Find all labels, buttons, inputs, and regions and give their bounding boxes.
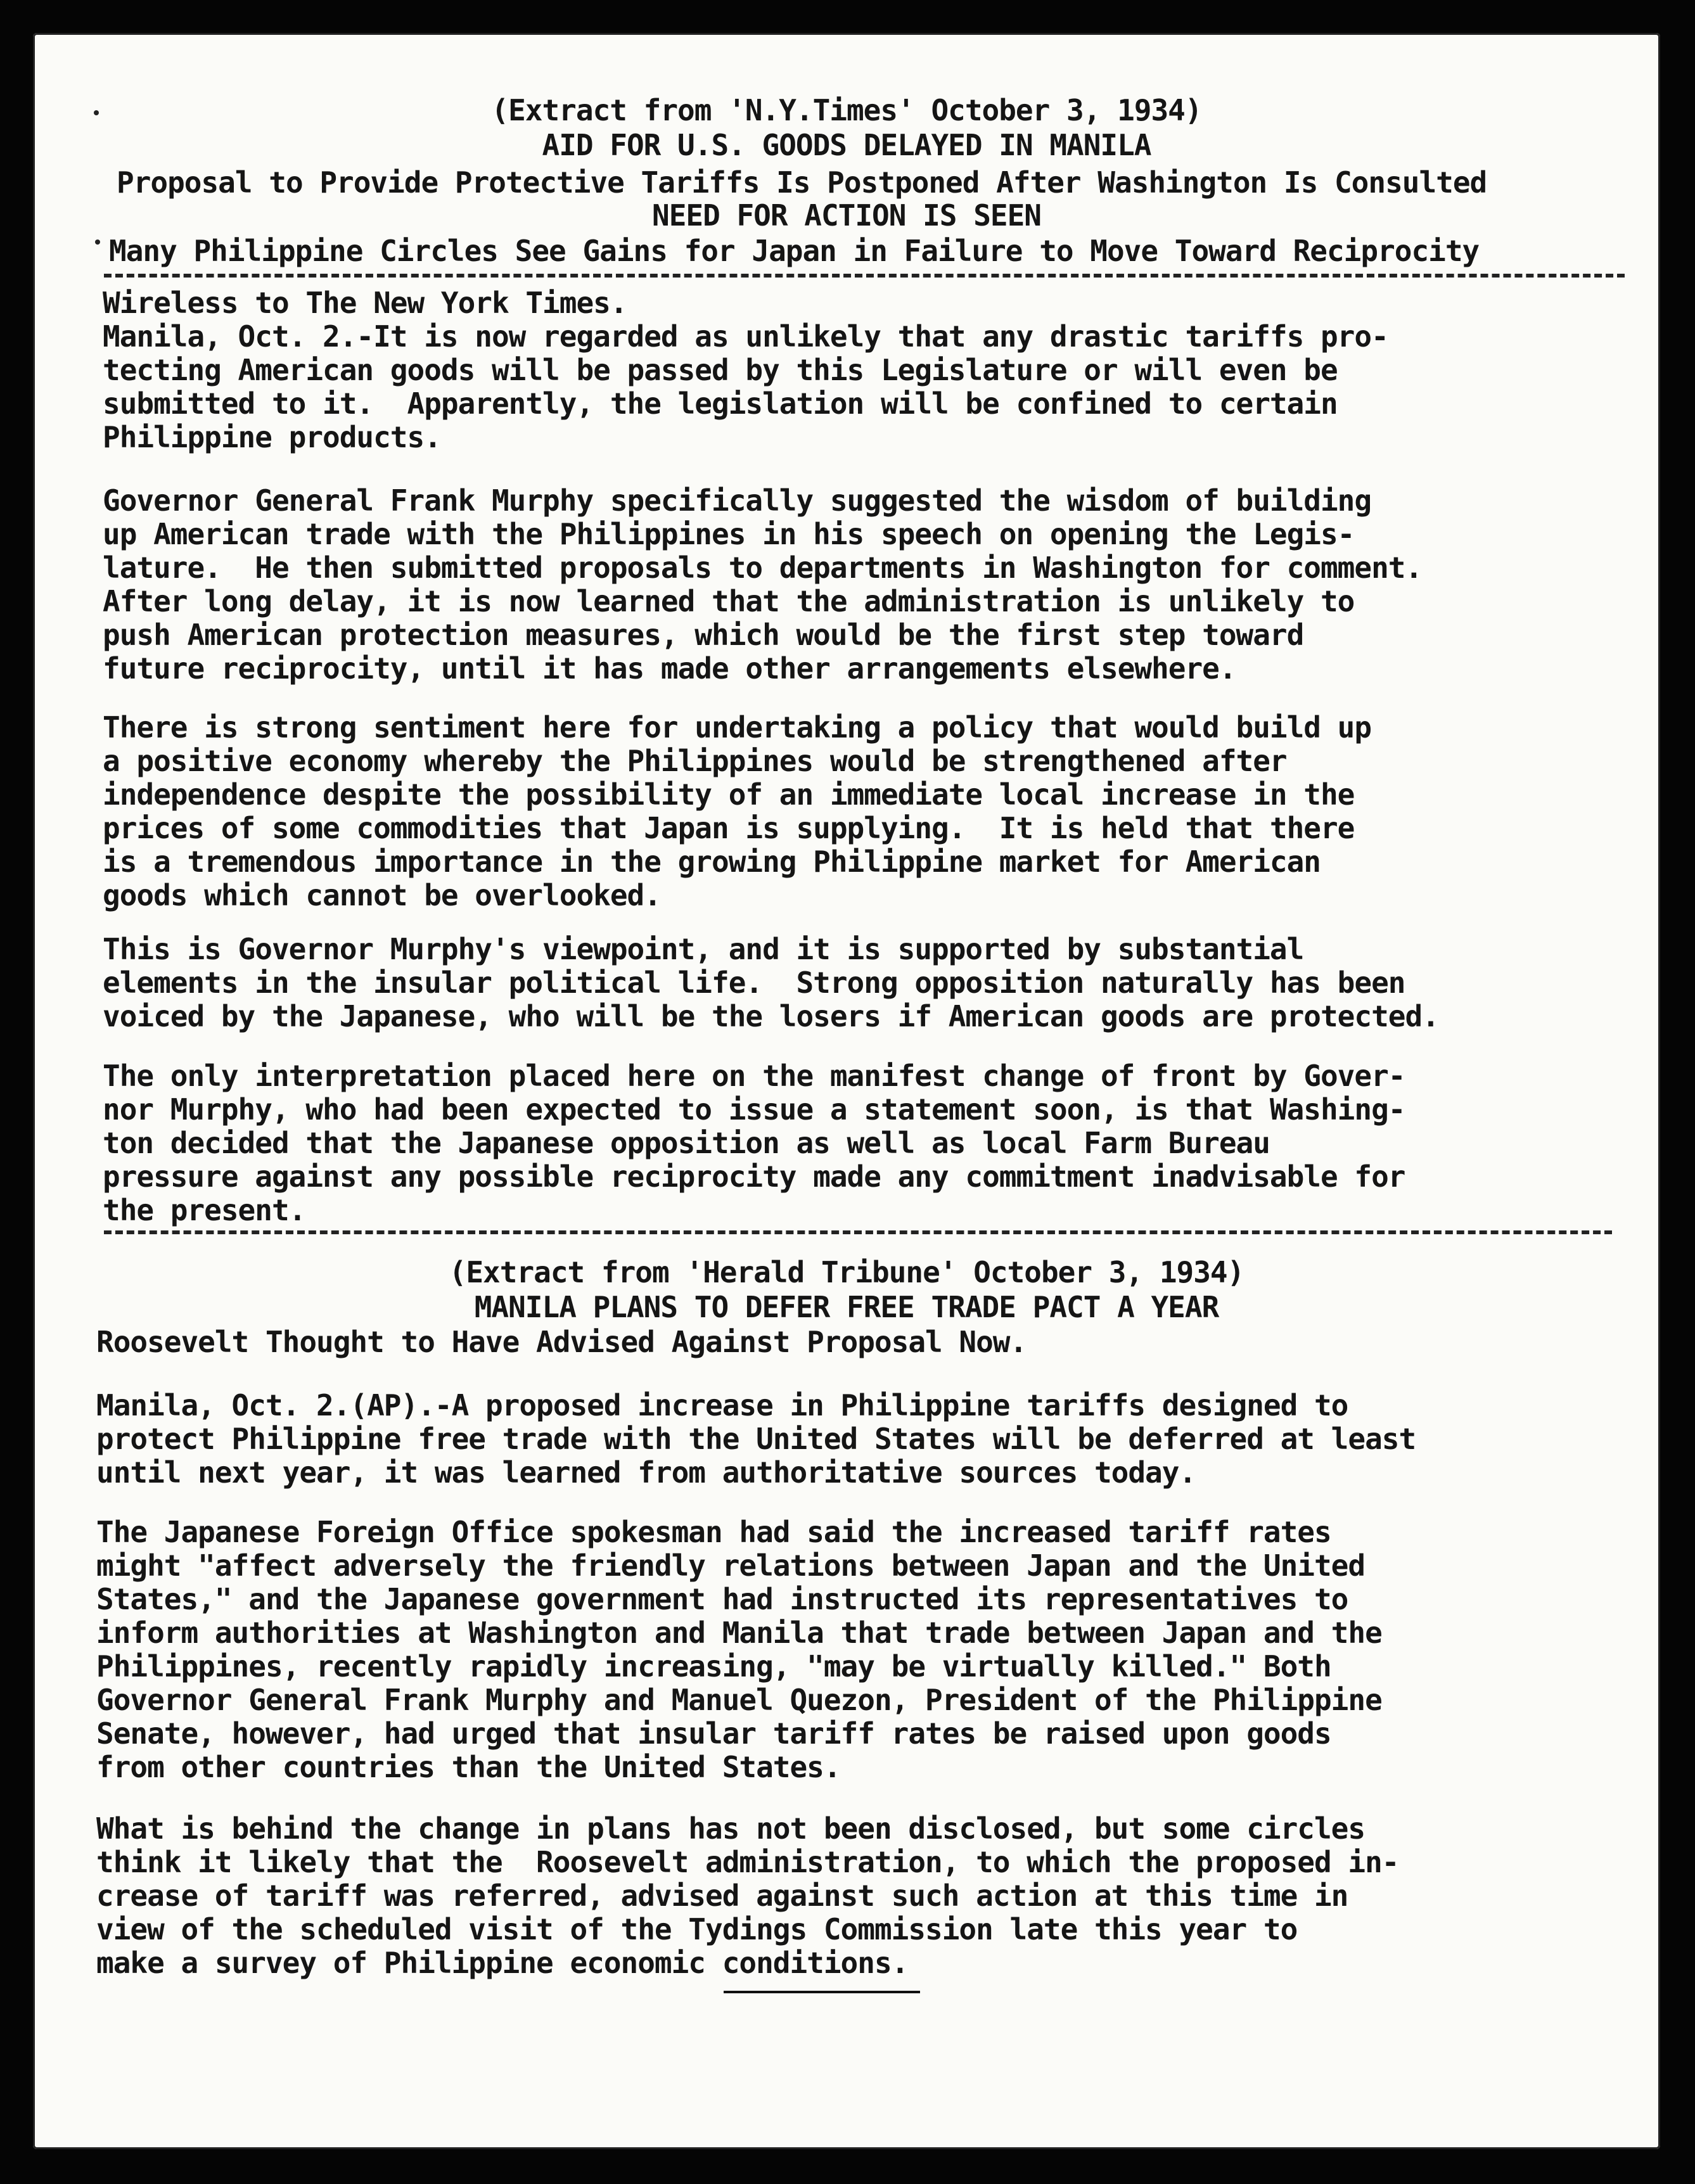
article1-paragraph-5: The only interpretation placed here on the manifest change of front by Gover- nor Murphy, who had been expected to issue a statement soon, is that Washing- ton decided that the Japanese opposition as well as local Farm Bureau pressure against any possible reciprocity made any commitment inadvisable for the present. xyxy=(103,1059,1405,1227)
extract-heading-nyt: (Extract from 'N.Y.Times' October 3, 1934) xyxy=(491,93,1202,127)
headline-herald: MANILA PLANS TO DEFER FREE TRADE PACT A YEAR xyxy=(474,1290,1219,1324)
subheadline-philippine-circles: Many Philippine Circles See Gains for Japan in Failure to Move Toward Reciprocity xyxy=(109,234,1480,268)
subheadline-nyt: Proposal to Provide Protective Tariffs Is Postponed After Washington Is Consulted xyxy=(117,165,1487,200)
subheadline-need-for-action: NEED FOR ACTION IS SEEN xyxy=(652,198,1041,233)
article2-paragraph-1: Manila, Oct. 2.(AP).-A proposed increase in Philippine tariffs designed to protect Philippine free trade with the United States will be deferred at least until next year, it was learned from authoritative sources today. xyxy=(96,1388,1416,1490)
article1-paragraph-3: There is strong sentiment here for undertaking a policy that would build up a positive economy whereby the Philippines would be strengthened after independence despite the possibility of an immediate local increase in the prices of some commodities that Japan is supplying. It is held that there is a tremendous importance in the growing Philippine market for American goods which cannot be overlooked. xyxy=(103,710,1372,912)
headline-nyt: AID FOR U.S. GOODS DELAYED IN MANILA xyxy=(542,128,1151,162)
divider-dashed xyxy=(104,274,1625,278)
document-page xyxy=(33,33,1660,2149)
article1-paragraph-2: Governor General Frank Murphy specifically suggested the wisdom of building up American trade with the Philippines in his speech on opening the Legis- lature. He then submitted proposals to departments in Washington for comment. After long delay, it is now learned that the administration is unlikely to push American protection measures, which would be the first step toward future reciprocity, until it has made other arrangements elsewhere. xyxy=(103,483,1423,686)
article2-paragraph-2: The Japanese Foreign Office spokesman had said the increased tariff rates might "affect adversely the friendly relations between Japan and the United States," and the Japanese government had instructed its representatives to inform authorities at Washington and Manila that trade between Japan and the Philippines, recently rapidly increasing, "may be virtually killed." Both Governor General Frank Murphy and Manuel Quezon, President of the Philippine Senate, however, had urged that insular tariff rates be raised upon goods from other countries than the United States. xyxy=(96,1515,1382,1784)
article1-paragraph-1: Wireless to The New York Times. Manila, Oct. 2.-It is now regarded as unlikely that any drastic tariffs pro- tecting American goods will be passed by this Legislature or will even be submitted to it. Apparently, the legislation will be confined to certain Philippine products. xyxy=(103,286,1388,454)
divider-dashed xyxy=(104,1230,1612,1234)
extract-heading-herald: (Extract from 'Herald Tribune' October 3, 1934) xyxy=(449,1255,1244,1289)
article2-paragraph-3: What is behind the change in plans has not been disclosed, but some circles think it likely that the Roosevelt administration, to which the proposed in- crease of tariff was referred, advised against such action at this time in view of the scheduled visit of the Tydings Commission late this year to make a survey of Philippine economic conditions. xyxy=(96,1811,1399,1980)
margin-mark xyxy=(95,239,100,245)
article1-paragraph-4: This is Governor Murphy's viewpoint, and it is supported by substantial elements in the insular political life. Strong opposition naturally has been voiced by the Japanese, who will be the losers if American goods are protected. xyxy=(103,932,1439,1033)
end-rule xyxy=(724,1991,920,1993)
subheadline-herald: Roosevelt Thought to Have Advised Against Proposal Now. xyxy=(96,1325,1027,1359)
